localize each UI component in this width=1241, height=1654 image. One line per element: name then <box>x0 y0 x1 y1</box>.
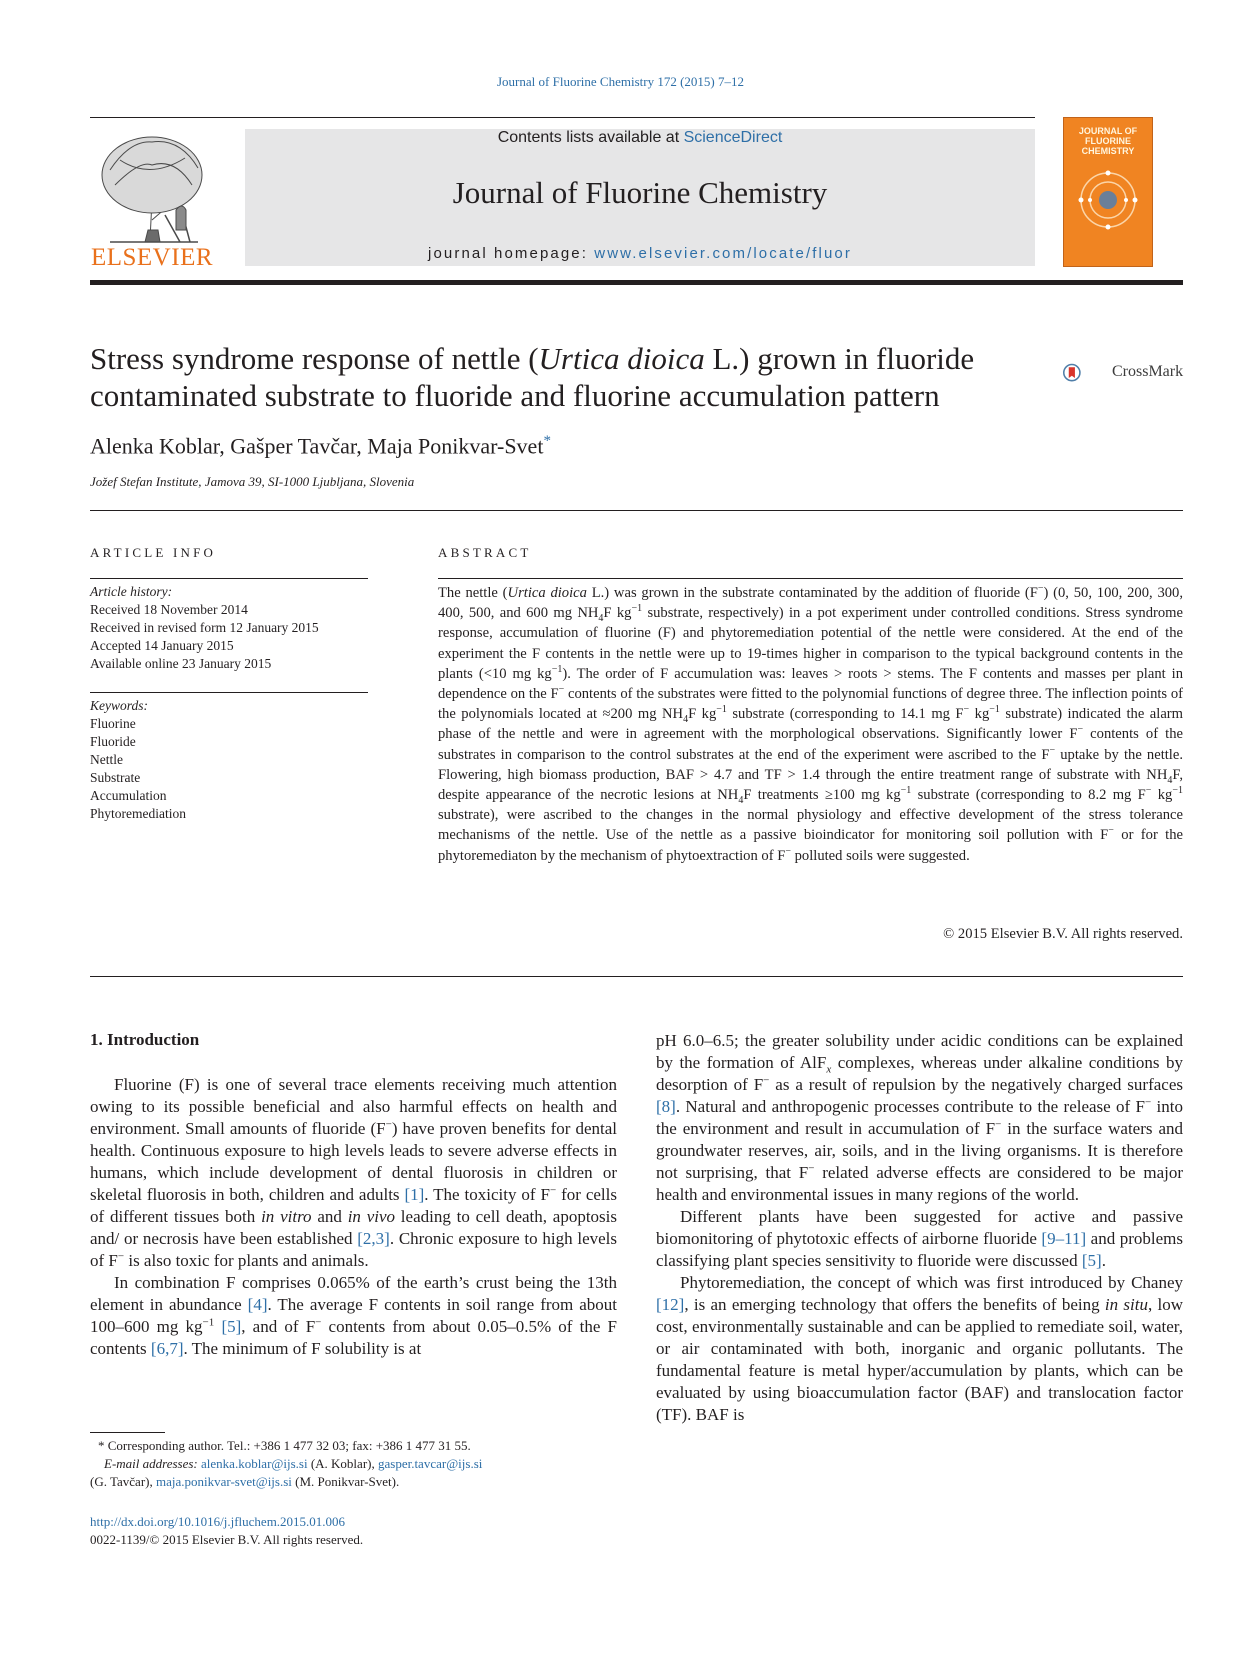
footnote-line-1 <box>90 1437 650 1455</box>
keyword-item: Substrate <box>90 770 141 785</box>
paragraph: In combination F comprises 0.065% of the earth’s crust being the 13th element in abundance [4]. The average F contents in soil range from about 100–600 mg $kg^{-1}$ [5], and of F− contents from about 0.05–0.5% of the F contents [6,7]. The minimum of F solubility is at <box>90 1273 617 1358</box>
paragraph: Phytoremediation, the concept of which was first introduced by Chaney [12], is an emerging technology that offers the benefits of being in situ, low cost, environmentally sustainable and can be applied to remediate soil, water, or air contaminated with both, inorganic and organic pollutants. The fundamental feature is metal hyper/accumulation by plants, which can be evaluated by using bioaccumulation factor (BAF) and translocation factor (TF). BAF is <box>656 1273 1184 1424</box>
paragraph: Fluorine (F) is one of several trace elements receiving much attention owing to its possible beneficial and also harmful effects on health and environment. Small amounts of fluoride (F−) have proven benefits for dental health. Continuous exposure to high levels leads to severe adverse effects in humans, which include development of dental fluorosis in children or skeletal fluorosis in both, children and adults [1]. The toxicity of F− for cells of different tissues both in vitro and in vivo leading to cell death, apoptosis and/ or necrosis have been established [2,3]. Chronic exposure to high levels of F− is also toxic for plants and animals. <box>90 1075 618 1270</box>
corresponding-author-footnote <box>90 1437 650 1491</box>
history-online: Available online 23 January 2015 <box>90 656 272 671</box>
keywords-list <box>90 697 368 823</box>
reference-link[interactable]: [8] <box>656 1097 676 1116</box>
article-info-heading: ARTICLE INFO <box>90 545 217 560</box>
crossmark-label[interactable]: CrossMark <box>1112 363 1184 380</box>
corresponding-author-mark[interactable]: * <box>543 433 551 449</box>
journal-masthead <box>245 129 1035 266</box>
footnote-line-2 <box>90 1455 650 1473</box>
reference-link[interactable]: [5] <box>221 1317 242 1336</box>
history-accepted: Accepted 14 January 2015 <box>90 638 234 653</box>
keyword-item: Accumulation <box>90 788 167 803</box>
elsevier-wordmark: ELSEVIER <box>90 244 214 271</box>
abstract-heading: ABSTRACT <box>438 545 532 560</box>
reference-link[interactable]: [12] <box>656 1295 685 1314</box>
email-link[interactable]: gasper.tavcar@ijs.si <box>377 1456 483 1471</box>
abstract-text: The nettle (Urtica dioica L.) was grown in the substrate contaminated by the addition of fluoride (F−) (0, 50, 100, 200, 300, 400, 500, and 600 mg $NH_4F$ $kg^{-1}$ substrate, respectively) in a pot experiment under controlled conditions. Stress syndrome response, accumulation of fluorine (F) and phytoremediation potential of the nettle were considered. At the end of the experiment the F contents in the nettle were up to 19-times higher in comparison to the typical background contents in the plants (<10 mg $kg^{-1}$). The order of F accumulation was: leaves > roots > stems. The F contents and masses per plant in dependence on the F− contents of the substrates were fitted to the polynomial functions of degree three. The inflection points of the polynomials located at ≈200 mg $NH_4F$ $kg^{-1}$ substrate (corresponding to 14.1 mg F− $kg^{-1}$ substrate) indicated the alarm phase of the nettle and were in agreement with the morphological observations. Significantly lower F− contents of the substrates in comparison to the control substrates at the end of the experiment were ascribed to the F− uptake by the nettle. Flowering, high biomass production, BAF > 4.7 and TF > 1.4 through the entire treatment range of substrate with $NH_4F$, despite appearance of the necrotic lesions at $NH_4F$ treatments ≥100 mg $kg^{-1}$ substrate (corresponding to 8.2 mg F− $kg^{-1}$ substrate), were ascribed to the changes in the normal physiology and effective development of the stress tolerance mechanisms of the nettle. Use of the nettle as a passive bioindicator for monitoring soil pollution with F− or for the phytoremediaton by the mechanism of phytoextraction of F− polluted soils were suggested. <box>438 583 1184 864</box>
article-title <box>90 340 1050 414</box>
section-heading-introduction: 1. Introduction <box>90 1030 200 1049</box>
reference-link[interactable]: [2,3] <box>357 1229 390 1248</box>
abstract-rule <box>438 578 1183 579</box>
header-rule <box>90 117 1035 118</box>
affiliation: Jožef Stefan Institute, Jamova 39, SI-1000 Ljubljana, Slovenia <box>90 474 415 489</box>
atom-icon <box>1078 170 1138 230</box>
issn-line: 0022-1139/© 2015 Elsevier B.V. All rights reserved. <box>90 1532 364 1547</box>
history-label: Article history: <box>90 584 173 599</box>
masthead-thick-rule <box>90 280 1183 285</box>
keyword-item: Phytoremediation <box>90 806 186 821</box>
journal-name: Journal of Fluorine Chemistry <box>452 175 828 210</box>
email-link[interactable]: alenka.koblar@ijs.si <box>201 1456 308 1471</box>
doi-link[interactable]: http://dx.doi.org/10.1016/j.jfluchem.2015.01.006 <box>90 1514 346 1529</box>
email-owner: (G. Tavčar), <box>90 1474 153 1489</box>
footnote-mark: * <box>98 1438 108 1453</box>
title-text-1: Stress syndrome response of nettle ( <box>90 341 539 376</box>
history-received: Received 18 November 2014 <box>90 602 248 617</box>
keyword-item: Fluoride <box>90 734 136 749</box>
email-link[interactable]: maja.ponikvar-svet@ijs.si <box>155 1474 292 1489</box>
footnote-rule <box>90 1432 165 1433</box>
keyword-item: Fluorine <box>90 716 136 731</box>
article-info-rule <box>90 578 368 579</box>
author-list <box>90 433 551 459</box>
keywords-rule <box>90 692 368 693</box>
paragraph: Different plants have been suggested for active and passive biomonitoring of phytotoxic effects of airborne fluoride [9–11] and problems classifying plant species sensitivity to fluoride were discussed [5]. <box>656 1207 1183 1270</box>
reference-link[interactable]: [4] <box>247 1295 268 1314</box>
contents-line <box>245 129 1035 147</box>
title-rule <box>90 510 1183 511</box>
homepage-prefix: journal homepage: <box>428 245 595 262</box>
body-column-right <box>656 1030 1183 1426</box>
body-rule <box>90 976 1183 977</box>
journal-citation-link[interactable]: Journal of Fluorine Chemistry 172 (2015) 7–12 <box>497 74 744 89</box>
cover-title: JOURNAL OF FLUORINE CHEMISTRY <box>1078 126 1138 156</box>
contents-prefix: Contents lists available at <box>497 129 684 146</box>
email-owner: (A. Koblar), <box>310 1456 375 1471</box>
reference-link[interactable]: [9–11] <box>1041 1229 1087 1248</box>
keywords-label: Keywords: <box>90 698 148 713</box>
paragraph: pH 6.0–6.5; the greater solubility under acidic conditions can be explained by the formation of AlF$_x$ complexes, whereas under alkaline conditions by desorption of F− as a result of repulsion by the negatively charged surfaces [8]. Natural and anthropogenic processes contribute to the release of F− into the environment and result in accumulation of F− in the surface waters and groundwater reserves, air, soils, and in the living organisms. It is therefore not surprising, that F− related adverse effects are considered to be major health and environmental issues in many regions of the world. <box>656 1031 1183 1204</box>
abstract-copyright: © 2015 Elsevier B.V. All rights reserved. <box>943 926 1183 942</box>
authors-text: Alenka Koblar, Gašper Tavčar, Maja Ponikvar-Svet <box>90 433 544 459</box>
doi-block <box>90 1513 363 1549</box>
history-revised: Received in revised form 12 January 2015 <box>90 620 319 635</box>
homepage-link[interactable]: www.elsevier.com/locate/fluor <box>594 245 852 262</box>
reference-link[interactable]: [1] <box>404 1185 425 1204</box>
title-species: Urtica dioica <box>538 341 705 376</box>
title-text-2: L.) grown in fluoride contaminated substrate to fluoride and fluorine accumulation pattern <box>90 341 975 413</box>
reference-link[interactable]: [6,7] <box>150 1339 184 1358</box>
reference-link[interactable]: [5] <box>1081 1251 1102 1270</box>
body-column-left <box>90 1074 617 1360</box>
footnote-contact: Corresponding author. Tel.: +386 1 477 32 03; fax: +386 1 477 31 55. <box>107 1438 471 1453</box>
email-owner: (M. Ponikvar-Svet). <box>295 1474 400 1489</box>
email-label: E-mail addresses: <box>104 1456 198 1471</box>
journal-homepage-line <box>245 245 1035 262</box>
journal-cover-thumbnail <box>1063 117 1153 267</box>
article-history <box>90 583 368 673</box>
footnote-line-3 <box>90 1473 650 1491</box>
sciencedirect-link[interactable]: ScienceDirect <box>683 129 783 146</box>
keyword-item: Nettle <box>90 752 123 767</box>
crossmark-icon[interactable] <box>1063 348 1113 398</box>
